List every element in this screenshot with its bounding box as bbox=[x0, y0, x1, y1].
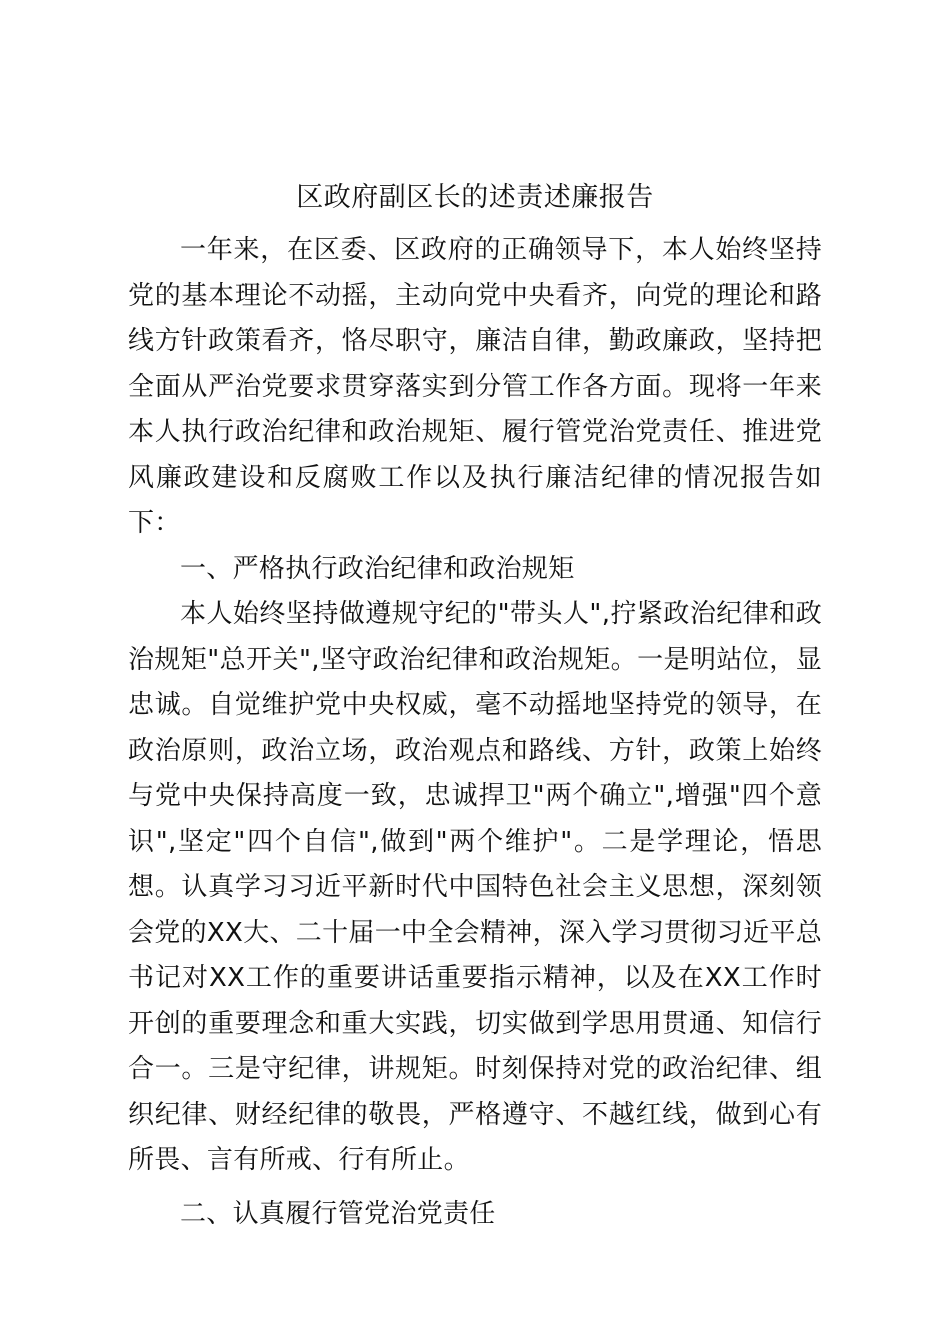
document-title: 区政府副区长的述责述廉报告 bbox=[296, 182, 654, 213]
section-1-paragraph: 本人始终坚持做遵规守纪的"带头人",拧紧政治纪律和政治规矩"总开关",坚守政治纪律和政治规矩。一是明站位，显忠诚。自觉维护党中央权威，毫不动摇地坚持党的领导，在政治原则，政治立场，政治观点和路线、方针，政策上始终与党中央保持高度一致，忠诚捍卫"两个确立",增强"四个意识",坚定"四个自信",做到"两个维护"。二是学理论，悟思想。认真学习习近平新时代中国特色社会主义思想，深刻领会党的XX大、二十届一中全会精神，深入学习贯彻习近平总书记对XX工作的重要讲话重要指示精神，以及在XX工作时开创的重要理念和重大实践，切实做到学思用贯通、知信行合一。三是守纪律，讲规矩。时刻保持对党的政治纪律、组织纪律、财经纪律的敬畏，严格遵守、不越红线，做到心有所畏、言有所戒、行有所止。 bbox=[128, 599, 822, 1175]
document-body bbox=[128, 228, 822, 1237]
intro-paragraph: 一年来，在区委、区政府的正确领导下，本人始终坚持党的基本理论不动摇，主动向党中央看齐，向党的理论和路线方针政策看齐，恪尽职守，廉洁自律，勤政廉政，坚持把全面从严治党要求贯穿落实到分管工作各方面。现将一年来本人执行政治纪律和政治规矩、履行管党治党责任、推进党风廉政建设和反腐败工作以及执行廉洁纪律的情况报告如下： bbox=[128, 235, 822, 538]
section-heading-1: 一、严格执行政治纪律和政治规矩 bbox=[180, 553, 575, 584]
section-heading-2: 二、认真履行管党治党责任 bbox=[180, 1198, 496, 1229]
